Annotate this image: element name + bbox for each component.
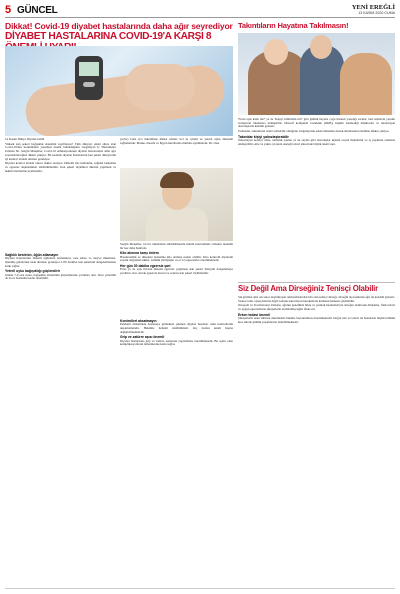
- sub-headline: Siz Değil Ama Dirseğiniz Tenisçi Olabilir: [238, 284, 378, 293]
- left-column-2-bottom: [120, 243, 233, 276]
- paragraph: Evde ya da açık havada düzenli egzersiz yapılması kan şekeri düzeyini dengelemeye yardımcı olur. Ancak egzersiz öncesi ve sonrası kan şekeri ölçülmelidir.: [120, 267, 233, 275]
- left-bottom-column-2: [120, 318, 233, 347]
- paragraph: Ortopedi ve Travmatoloji Uzmanı, ağrının genellikle bilek ve parmak hareketleriyle arttığını belirterek dinlenme, fizik tedavi ve uygun egzersizlerle şikayetlerin azaltılabileceğini ifade etti.: [238, 303, 395, 312]
- subheading: Yeterli uyku bağışıklığı güçlendirir: [5, 269, 61, 274]
- doctor-portrait-photo: [120, 168, 233, 241]
- subheading: Grip ve zatürre aşısı önemli: [120, 335, 165, 340]
- issue-date: 13 KASIM 2020 CUMA: [358, 11, 395, 15]
- paragraph: Diyabet kontrol altında olursa riskler azalıyor. Düzenli ilaç kullanımı, sağlıklı beslenme ve egzersiz alışkanlıkları sürdürülmelidir. Kan şekeri ölçümleri düzenli yapılmalı ve hekim önerilerine uyulmalıdır.: [5, 161, 116, 173]
- glucose-meter-photo: [5, 46, 233, 136]
- right-headline: Takıntıların Hayatına Takılmasın!: [238, 21, 349, 30]
- paragraph: Şikayetlerin uzun sürmesi durumunda hekime başvurulması önerilmektedir. Doğru tanı ve tedavi ile hastaların büyük bölümü kısa sürede günlük yaşamlarına dönebilmektedir.: [238, 316, 395, 324]
- paragraph: Günde 7-8 saat uyku, bağışıklık sisteminin güçlenmesine yardımcı olur. Stres yönetimi de en az beslenme kadar önemlidir.: [5, 272, 116, 281]
- subheading: Erken tedavi önemli: [238, 312, 271, 317]
- subheading: Takıntılar kişiyi yalnızlaştırabilir: [238, 134, 289, 139]
- paragraph: Pandemi döneminde hastaneye gitmekten çekinen diyabet hastaları rutin kontrollerini aksatmamalıdır. Hekimle iletişim sürdürülmeli, ilaç dozları kendi başına değiştirilmemelidir.: [120, 322, 233, 334]
- paragraph: 14 Kasım Dünya Diyabet Günü: [5, 137, 45, 141]
- paragraph: Sezgin Menşiller, bu bir önlemlerin sürdürülmesini hekim kontrolünde olmanın önemini bir kez daha hatırlattı.: [120, 242, 233, 250]
- subheading: Her gün 30 dakika egzersiz şart: [120, 264, 171, 269]
- paragraph: yorlar) fazla sıvı tüketimine dikkat etmeli, bol su içmeli ve yeterli uyku düzenini sağlamalıdır. Maske, mesafe ve hijyen kurallarına mutlaka uyulmalıdır. Dr. Ozer: [120, 137, 233, 145]
- paragraph: Tekrarlayan kontrol etme, temizlik yapma ya da sayma gibi davranışlar kişinin sosyal ilişkilerini ve iş yaşamını olumsuz etkileyebilir. Aile ve yakın çevrenin desteği tedavi sürecinde büyük önem taşır.: [238, 138, 395, 146]
- left-headline-line1: Dikkat! Covid-19 diyabet hastalarında daha ağır seyrediyor: [5, 21, 233, 31]
- group-photo: [238, 33, 395, 115]
- left-headline-line2: DİYABET HASTALARINA COVID-19'A KARŞI 8: [5, 31, 212, 42]
- left-column-1: [5, 138, 116, 173]
- paragraph: 'Fırını açık kaldı mı?' ya da 'Kapıyı kilitledim mi?' gibi günlük hayatta çoğu insanın yaşadığı sorular, bazı kişilerde yaşamı zorlaştıran takıntılara dönüşebilir. Obsesif kompulsif bozukluk (OKB), kişinin istemediği düşünceler ve tekrarlayan davranışlarla kendini gösterir.: [238, 117, 395, 129]
- paragraph: Hareketsizlik ve düzensiz beslenme kilo alımına neden olabilir. Kilo kontrolü diyabetin seyrini doğrudan etkiler. Günlük yürüyüşler ve ev içi egzersizler önerilmektedir.: [120, 254, 233, 263]
- paragraph: Uzmanlar, takıntıların tedavi edilebilir olduğunu vurgulayarak erken dönemde destek alınmasının önemine dikkat çekiyor.: [238, 129, 390, 134]
- masthead: [5, 4, 395, 18]
- divider: [238, 282, 395, 283]
- footer-divider: [5, 588, 395, 589]
- left-column-2: [120, 138, 233, 145]
- subheading: Sağlıklı beslenin, öğün atlamayın: [5, 253, 59, 257]
- paragraph: Diyabet hastalarına grip ve zatürre aşılarının yaptırılması önerilmektedir. Bu aşılar olası komplikasyonların önlenmesine katkı sağlar.: [120, 338, 233, 347]
- left-bottom-column-1: [5, 252, 116, 281]
- subheading: Kontrolleri aksatmayın: [120, 319, 157, 323]
- sub-story-body: [238, 296, 395, 324]
- section-title: GÜNCEL: [17, 5, 58, 16]
- right-story-body: [238, 118, 395, 146]
- paragraph: Sık görülen ama adı sıkça duyulmayan rahatsızlıklardan biri olan tenisçi dirseği, dirseğin dış kısmında ağrı ile kendini gösterir. Sadece tenis oynayanlarda değil, kolunu tekrarlayan hareketlerle kullanan herkeste görülebilir.: [238, 295, 395, 303]
- paragraph: Diyabet hastalarının düzenli öğünlerle beslenmesi, taze sebze ve meyve tüketmesi, işlenmiş gıdalardan uzak durması gerekiyor. Lifli besinler kan şekerinin dengelenmesine katkı sağlar.: [5, 256, 116, 268]
- subheading: Kilo alımına karşı önlem: [120, 251, 159, 256]
- paper-name: YENİ EREĞLİ: [351, 4, 395, 11]
- paragraph: Yüksek kan şekeri bağışıklık sistemini zayıflatıyor! Tüm dünyayı etkisi altına alan Covid-19'dan korunmanın yaşamsal önemi bulunduğunu vurgulayan İç Hastalıkları Uzmanı Dr. Sezgin Menşiller, Covid-19 enfeksiyonunun diyabet hastalarında daha ağır seyredebileceğine dikkat çekiyor. Bu nedenle diyabet hastalarının kan şekeri düzeylerini iyi kontrol altında tutması gerekiyor.: [5, 141, 116, 161]
- page-number: 5: [5, 4, 12, 16]
